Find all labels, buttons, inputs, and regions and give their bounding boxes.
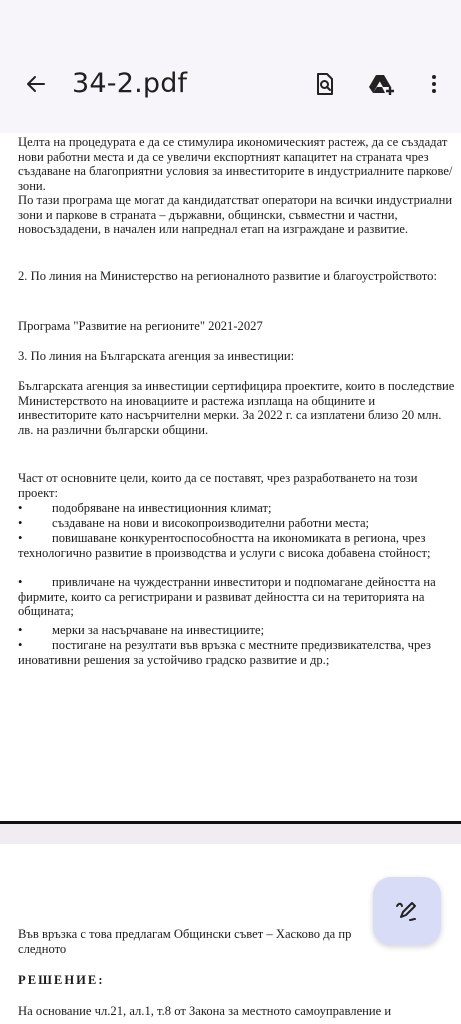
pdf-page [0,133,461,823]
paragraph: Част от основните цели, които да се поставят, чрез разработването на този проект: [18,471,418,500]
edit-fab[interactable] [373,877,441,945]
program-name: Програма "Развитие на регионите" 2021-2027 [18,319,263,333]
bullet: • [18,501,23,515]
bullet: • [18,623,23,637]
drive-add-icon [368,72,396,96]
more-vert-icon [422,72,446,96]
list-item: • повишаване конкурентоспособността на икономиката в региона, чрез технологично развитие в производства и услуги с висока добавена стойност; [18,531,431,560]
document-title: 34-2.pdf [72,68,188,99]
bullet: • [18,516,23,530]
app-bar [0,0,461,133]
add-to-drive-button[interactable] [364,66,400,102]
bullet: • [18,638,23,652]
paragraph: На основание чл.21, ал.1, т.8 от Закона за местното самоуправление и [18,1004,392,1018]
bullet: • [18,531,23,545]
search-document-button[interactable] [306,66,342,102]
paragraph: следното [18,942,67,956]
list-item: • привличане на чуждестранни инвеститори и подпомагане дейността на фирмите, които са регистрирани и развиват дейността си на територията на общината; [18,575,436,619]
list-item: • мерки за насърчаване на инвестициите; [18,623,265,637]
paragraph: Целта на процедурата е да се стимулира икономическият растеж, да се създадат нови работни места и да се увеличи експортният капацитет на страната чрез създаване на благоприятни условия за инвеститорите в индустриалните паркове/зони. [18,135,453,193]
list-item: • постигане на резултати във връзка с местните предизвикателства, чрез иновативни решения за устойчиво градско развитие и др.; [18,638,431,667]
paragraph: Във връзка с това предлагам Общински съвет – Хасково да пр [18,927,352,941]
numbered-item: 3. По линия на Българската агенция за инвестиции: [18,349,295,363]
back-button[interactable] [18,66,54,102]
paragraph: По тази програма ще могат да кандидатстват оператори на всички индустриални зони и паркове в страната – държавни, общински, съвместни и частни, новосъздадени, в начален или напреднал етап на изграждане и развитие. [18,193,453,237]
bullet: • [18,575,23,589]
arrow-back-icon [24,72,48,96]
page-gap [0,824,461,844]
search-document-icon [312,72,336,96]
section-heading: РЕШЕНИЕ: [18,973,105,987]
paragraph: Българската агенция за инвестиции сертифицира проектите, които в последствие Министерството на иновациите и растежа изплаща на общините и инвеститорите като насърчителни мерки. За 2022 г. са изплатени близо 20 млн. лв. на различни български общини. [18,379,455,437]
more-options-button[interactable] [416,66,452,102]
numbered-item: 2. По линия на Министерство на регионалното развитие и благоустройството: [18,269,437,283]
edit-pen-icon [393,897,421,925]
list-item: • подобряване на инвестиционния климат; [18,501,272,515]
list-item: • създаване на нови и високопроизводителни работни места; [18,516,370,530]
